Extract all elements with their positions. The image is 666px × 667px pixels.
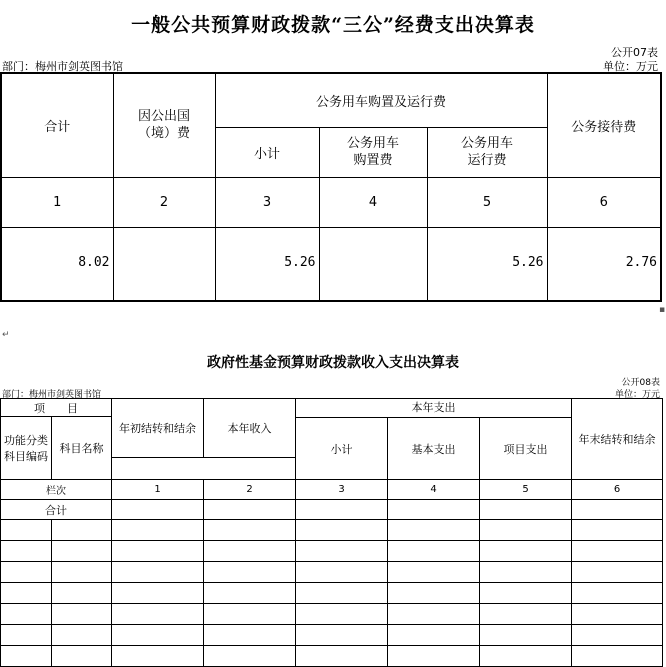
header-closing-balance: 年末结转和结余 — [572, 399, 663, 480]
table2-index-row — [1, 480, 663, 500]
index-cell: 5 — [480, 480, 572, 500]
table-cell — [388, 562, 480, 583]
header-exp-subtotal: 小计 — [296, 418, 388, 480]
table-cell — [112, 520, 204, 541]
table-row — [1, 562, 663, 583]
value-reception: 2.76 — [547, 227, 661, 301]
edge-marker: ▪ — [659, 305, 666, 315]
header-vehicle-operation — [427, 127, 547, 177]
value-total: 8.02 — [1, 227, 113, 301]
table1-title: 一般公共预算财政拨款“三公”经费支出决算表 — [131, 14, 535, 36]
header-expenditure-group: 本年支出 — [296, 399, 572, 418]
table2-department: 部门：梅州市剑英图书馆 — [2, 390, 102, 400]
table-cell — [1, 625, 52, 646]
table2 — [0, 398, 663, 667]
value-vehicle-purchase — [319, 227, 427, 301]
header-abroad-line1: 因公出国 — [137, 109, 190, 125]
table-cell — [480, 604, 572, 625]
table1-unit: 单位：万元 — [603, 60, 658, 73]
table-cell — [204, 520, 296, 541]
table-cell — [480, 625, 572, 646]
table-cell — [1, 562, 52, 583]
table-row — [1, 625, 663, 646]
index-cell: 6 — [547, 177, 661, 227]
table-cell — [572, 604, 663, 625]
table-cell — [52, 625, 112, 646]
table-cell — [204, 625, 296, 646]
header-operation-line2: 运行费 — [467, 153, 507, 168]
table-cell — [296, 604, 388, 625]
table-cell — [572, 541, 663, 562]
table-cell — [112, 646, 204, 667]
table-cell — [204, 541, 296, 562]
table-cell — [52, 646, 112, 667]
table-cell — [388, 500, 480, 520]
table-cell — [572, 500, 663, 520]
value-abroad — [113, 227, 215, 301]
index-cell: 2 — [113, 177, 215, 227]
table-cell — [388, 520, 480, 541]
header-subtotal: 小计 — [215, 127, 319, 177]
table-cell — [388, 583, 480, 604]
table-cell — [52, 520, 112, 541]
header-operation-line1: 公务用车 — [460, 136, 513, 151]
table1-index-row — [1, 177, 661, 227]
table-cell — [1, 604, 52, 625]
table-cell — [296, 625, 388, 646]
header-vehicle-group: 公务用车购置及运行费 — [215, 73, 547, 127]
index-cell: 3 — [296, 480, 388, 500]
index-label: 栏次 — [1, 480, 112, 500]
index-cell: 3 — [215, 177, 319, 227]
table-cell — [112, 625, 204, 646]
table-cell — [572, 625, 663, 646]
table-cell — [296, 583, 388, 604]
table-cell — [112, 604, 204, 625]
table-cell — [572, 562, 663, 583]
table-cell — [52, 562, 112, 583]
index-cell: 2 — [204, 480, 296, 500]
table-cell — [52, 604, 112, 625]
table2-total-row — [1, 500, 663, 520]
header-spacer — [112, 458, 296, 480]
header-purchase-line1: 公务用车 — [346, 136, 399, 151]
table2-code: 公开08表 — [621, 378, 660, 388]
header-subject-name: 科目名称 — [52, 417, 112, 480]
paragraph-mark: ↵ — [2, 330, 10, 340]
table2-unit: 单位：万元 — [614, 390, 660, 400]
header-reception: 公务接待费 — [547, 73, 661, 177]
table-cell — [204, 646, 296, 667]
table1-department: 部门：梅州市剑英图书馆 — [2, 60, 123, 73]
index-cell: 6 — [572, 480, 663, 500]
table-cell — [1, 646, 52, 667]
table-cell — [296, 520, 388, 541]
value-vehicle-operation: 5.26 — [427, 227, 547, 301]
table-cell — [296, 646, 388, 667]
index-cell: 1 — [1, 177, 113, 227]
table-cell — [112, 500, 204, 520]
index-cell: 5 — [427, 177, 547, 227]
table-cell — [296, 562, 388, 583]
table-cell — [572, 646, 663, 667]
header-total: 合计 — [1, 73, 113, 177]
total-label: 合计 — [1, 500, 112, 520]
table-cell — [204, 562, 296, 583]
table-cell — [388, 646, 480, 667]
header-vehicle-purchase — [319, 127, 427, 177]
table2-title: 政府性基金预算财政拨款收入支出决算表 — [207, 355, 459, 371]
table-cell — [1, 583, 52, 604]
header-project: 项目支出 — [480, 418, 572, 480]
table-cell — [1, 520, 52, 541]
header-basic: 基本支出 — [388, 418, 480, 480]
table-cell — [480, 583, 572, 604]
header-item: 项 目 — [1, 399, 112, 417]
header-purchase-line2: 购置费 — [353, 153, 393, 168]
table-cell — [572, 583, 663, 604]
table-cell — [204, 604, 296, 625]
table1-code: 公开07表 — [611, 46, 658, 59]
table-row — [1, 541, 663, 562]
header-opening-balance: 年初结转和结余 — [112, 399, 204, 458]
table-cell — [480, 541, 572, 562]
table-cell — [388, 604, 480, 625]
header-func-code-line2: 科目编码 — [4, 450, 48, 463]
table-cell — [112, 541, 204, 562]
table-cell — [296, 541, 388, 562]
table-cell — [296, 500, 388, 520]
table-cell — [480, 562, 572, 583]
table-cell — [52, 583, 112, 604]
table-row — [1, 583, 663, 604]
table-cell — [480, 646, 572, 667]
table-cell — [572, 520, 663, 541]
table-cell — [388, 541, 480, 562]
table1-value-row — [1, 227, 661, 301]
table-cell — [1, 541, 52, 562]
index-cell: 4 — [319, 177, 427, 227]
table-cell — [52, 541, 112, 562]
header-abroad — [113, 73, 215, 177]
table-cell — [388, 625, 480, 646]
table-cell — [204, 583, 296, 604]
table-row — [1, 646, 663, 667]
table-cell — [480, 500, 572, 520]
table-cell — [204, 500, 296, 520]
table-cell — [112, 583, 204, 604]
table-cell — [112, 562, 204, 583]
header-abroad-line2: （境）费 — [137, 126, 190, 142]
index-cell: 1 — [112, 480, 204, 500]
table-row — [1, 520, 663, 541]
header-func-code — [1, 417, 52, 480]
table1 — [0, 72, 662, 302]
header-func-code-line1: 功能分类 — [4, 434, 48, 447]
table-row — [1, 604, 663, 625]
header-income: 本年收入 — [204, 399, 296, 458]
value-subtotal: 5.26 — [215, 227, 319, 301]
index-cell: 4 — [388, 480, 480, 500]
table-cell — [480, 520, 572, 541]
